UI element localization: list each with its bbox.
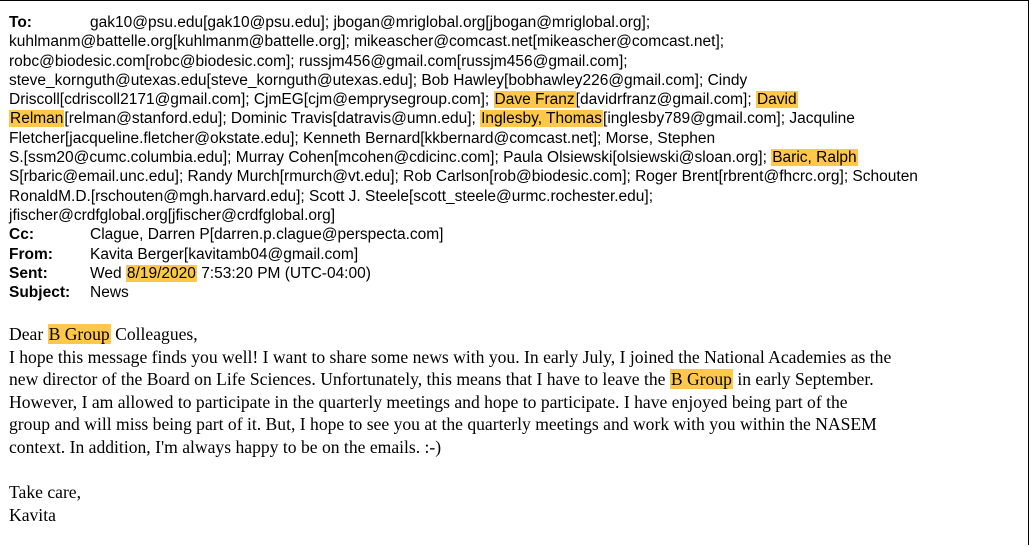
to-line-text (9, 32, 1019, 51)
to-line (9, 52, 1019, 71)
signature: Kavita (9, 504, 56, 525)
to-label: To: (9, 14, 32, 31)
text-run: I hope this message finds you well! I want to share some news with you. In early July, I joined the National Academies as the (9, 346, 892, 367)
subject-label: Subject: (9, 284, 71, 302)
to-line (9, 129, 1019, 148)
to-line (9, 13, 1019, 32)
text-run: S.[ssm20@cumc.columbia.edu]; Murray Cohen[mcohen@cdicinc.com]; Paula Olsiewski[olsiewski@sloan.org]; (9, 149, 772, 167)
to-line-text (9, 129, 1019, 148)
text-run: group and will miss being part of it. But, I hope to see you at the quarterly meetings and work with you within the NASEM (9, 414, 877, 435)
to-line (9, 148, 1019, 167)
cc-label: Cc: (9, 226, 34, 244)
cc-field (9, 225, 1019, 244)
to-line-text (9, 187, 1019, 206)
highlighted-text: Inglesby, Thomas (481, 110, 603, 128)
paragraph-line-text (9, 346, 1021, 369)
text-run: gak10@psu.edu[gak10@psu.edu]; jbogan@mriglobal.org[jbogan@mriglobal.org]; (90, 14, 651, 31)
highlighted-text: B Group (670, 369, 732, 390)
to-line-text (9, 90, 1019, 109)
from-field (9, 245, 1019, 264)
from-value: Kavita Berger[kavitamb04@gmail.com] (90, 245, 359, 263)
to-line (9, 90, 1019, 109)
text-run: jfischer@crdfglobal.org[jfischer@crdfglobal.org] (9, 206, 336, 224)
subject-value: News (90, 284, 129, 302)
text-run: RonaldM.D.[rschouten@mgh.harvard.edu]; Scott J. Steele[scott_steele@urmc.rochester.edu]; (9, 187, 654, 205)
text-run: in early September. (732, 369, 874, 390)
to-line-text (9, 148, 1019, 167)
to-line (9, 32, 1019, 51)
paragraph-line-text (9, 436, 1021, 459)
sent-date-highlight: 8/19/2020 (126, 264, 196, 282)
paragraph-line-text (9, 391, 1021, 414)
greeting-highlight: B Group (48, 324, 110, 344)
text-run: [relman@stanford.edu]; Dominic Travis[datravis@umn.edu]; (64, 110, 481, 128)
to-line-text (9, 167, 1019, 186)
paragraph-line (9, 391, 1021, 414)
paragraph-line-text (9, 413, 1021, 436)
text-run: kuhlmanm@battelle.org[kuhlmanm@battelle.org]; mikeascher@comcast.net[mikeascher@comcast.net]; (9, 33, 725, 51)
to-field (9, 13, 1019, 225)
greeting-after: Colleagues, (115, 324, 198, 344)
sent-value (90, 264, 1019, 283)
highlighted-text: Relman (10, 110, 64, 128)
text-run: Fletcher[jacqueline.fletcher@okstate.edu]; Kenneth Bernard[kkbernard@comcast.net]; Morse, Stephen (9, 129, 716, 147)
body-paragraph (9, 346, 1021, 459)
paragraph-line (9, 413, 1021, 436)
to-line-text (9, 109, 1019, 128)
to-line (9, 109, 1019, 128)
highlighted-text: Dave Franz (494, 91, 575, 109)
highlighted-text: David (756, 91, 797, 109)
closing: Take care, (9, 482, 82, 503)
greeting (9, 323, 1021, 346)
text-run: context. In addition, I'm always happy to be on the emails. :-) (9, 436, 442, 457)
cc-value: Clague, Darren P[darren.p.clague@perspecta.com] (90, 226, 444, 244)
spacer (9, 459, 1021, 482)
sent-field (9, 264, 1019, 283)
highlighted-text: Baric, Ralph (772, 149, 857, 167)
greeting-before: Dear (9, 324, 44, 344)
text-run: new director of the Board on Life Sciences. Unfortunately, this means that I have to leave the (9, 369, 670, 390)
email-header (9, 13, 1019, 302)
subject-field (9, 283, 1019, 302)
text-run: steve_kornguth@utexas.edu[steve_kornguth@utexas.edu]; Bob Hawley[bobhawley226@gmail.com]; Cindy (9, 71, 748, 89)
to-line (9, 167, 1019, 186)
to-line (9, 206, 1019, 225)
paragraph-line (9, 346, 1021, 369)
text-run: robc@biodesic.com[robc@biodesic.com]; russjm456@gmail.com[russjm456@gmail.com]; (9, 52, 628, 70)
text-run: [davidrfranz@gmail.com]; (575, 91, 756, 109)
to-line (9, 187, 1019, 206)
sent-time: 7:53:20 PM (UTC-04:00) (201, 264, 371, 282)
email-body (9, 323, 1021, 526)
to-line-text (9, 206, 1019, 225)
to-line-text (9, 52, 1019, 71)
paragraph-line (9, 436, 1021, 459)
text-run: However, I am allowed to participate in the quarterly meetings and hope to participate. I have enjoyed being part of the (9, 391, 848, 412)
to-line-text (9, 71, 1019, 90)
to-line-text (90, 13, 1019, 32)
sent-day: Wed (90, 264, 122, 282)
paragraph-line-text (9, 368, 1021, 391)
to-line (9, 71, 1019, 90)
text-run: S[rbaric@email.unc.edu]; Randy Murch[rmurch@vt.edu]; Rob Carlson[rob@biodesic.com]; Roger Brent[rbrent@fhcrc.org]; Schouten (9, 168, 918, 186)
text-run: Driscoll[cdriscoll2171@gmail.com]; CjmEG[cjm@emprysegroup.com]; (9, 91, 494, 109)
sent-label: Sent: (9, 264, 48, 282)
paragraph-line (9, 368, 1021, 391)
from-label: From: (9, 245, 53, 263)
text-run: [inglesby789@gmail.com]; Jacquline (603, 110, 855, 128)
